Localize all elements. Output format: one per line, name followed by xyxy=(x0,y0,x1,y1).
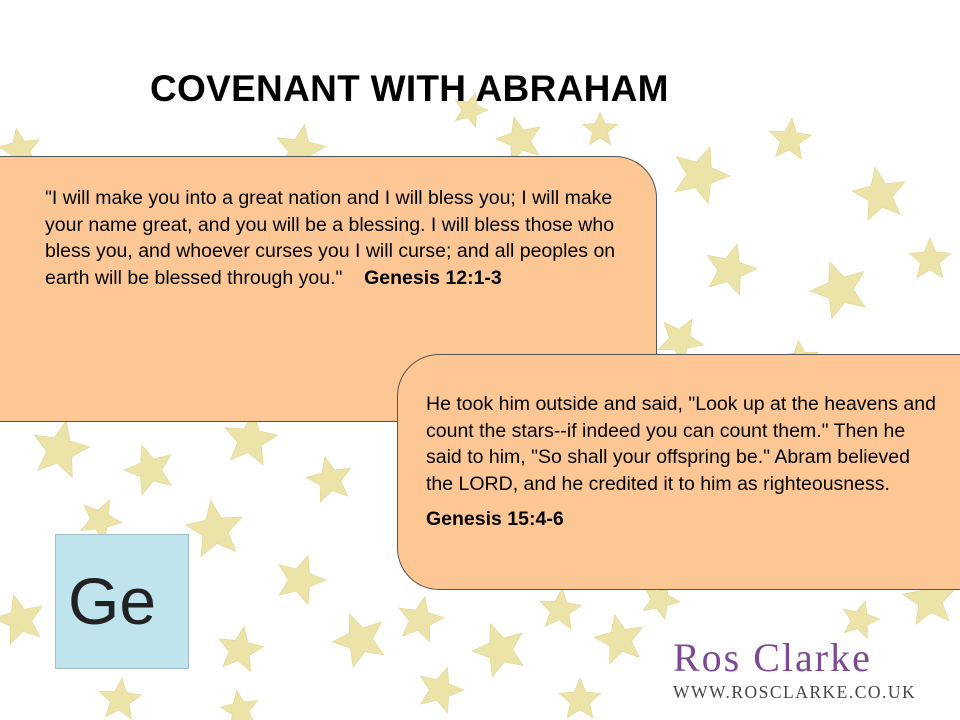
quote-1-reference: Genesis 12:1-3 xyxy=(364,266,502,289)
star-decoration xyxy=(852,167,904,220)
star-decoration xyxy=(421,667,464,713)
star-decoration xyxy=(219,626,264,671)
star-decoration xyxy=(540,588,582,629)
logo-url: WWW.ROSCLARKE.CO.UK xyxy=(673,682,917,702)
quote-2-reference: Genesis 15:4-6 xyxy=(426,508,564,530)
star-decoration xyxy=(34,421,90,478)
logo-name: Ros Clarke xyxy=(673,635,872,680)
quote-1-text: "I will make you into a great nation and I will bless you; I will make your name great, and you will be a blessing. I will bless those who bless you, and whoever curses you I will curse; and all peoples on earth will be blessed through you." xyxy=(45,187,616,289)
star-decoration xyxy=(279,555,326,604)
star-decoration xyxy=(472,624,523,677)
star-decoration xyxy=(909,238,951,278)
quote-1 xyxy=(45,185,625,291)
book-tile xyxy=(55,534,189,669)
quote-box-genesis-15 xyxy=(397,354,960,590)
star-decoration xyxy=(220,690,258,720)
star-decoration xyxy=(594,615,642,664)
star-decoration xyxy=(843,601,880,639)
slide-title: COVENANT WITH ABRAHAM xyxy=(150,68,669,109)
star-decoration xyxy=(332,614,384,667)
star-decoration xyxy=(186,500,243,556)
star-decoration xyxy=(0,595,42,644)
star-decoration xyxy=(770,118,812,159)
quote-2-text: He took him outside and said, "Look up at the heavens and count the stars--if indeed you can count them." Then he said to him, "So shall your offspring be." Abram believed the LORD, and he credited it to him as righteousness. xyxy=(426,393,936,495)
star-decoration xyxy=(675,147,730,204)
star-decoration xyxy=(100,678,142,719)
star-decoration xyxy=(707,244,757,295)
star-decoration xyxy=(559,678,601,718)
star-decoration xyxy=(306,457,351,502)
star-decoration xyxy=(399,597,444,642)
book-abbreviation: Ge xyxy=(68,564,157,638)
ros-clarke-logo xyxy=(673,635,933,708)
star-decoration xyxy=(810,262,865,319)
star-decoration xyxy=(583,112,617,145)
star-decoration xyxy=(124,445,171,494)
quote-2 xyxy=(426,391,936,533)
